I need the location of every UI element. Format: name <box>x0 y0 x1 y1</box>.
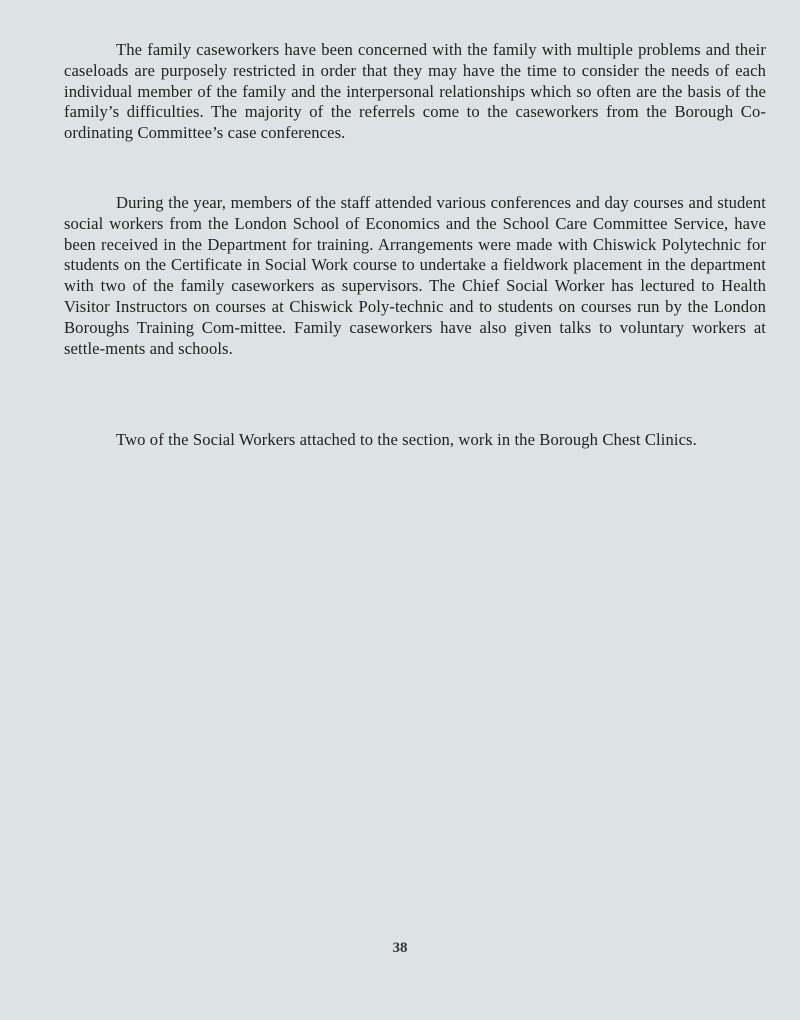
paragraph-staff-training: During the year, members of the staff attended various conferences and day courses and student social workers from the London School of Economics and the School Care Committee Service, have been received in the Department for training. Arrangements were made with Chiswick Polytechnic for students on the Certificate in Social Work course to undertake a fieldwork placement in the department with two of the family caseworkers as supervisors. The Chief Social Worker has lectured to Health Visitor Instructors on courses at Chiswick Poly-technic and to students on courses run by the London Boroughs Training Com-mittee. Family caseworkers have also given talks to voluntary workers at settle-ments and schools. <box>64 193 766 358</box>
paragraph-chest-clinics: Two of the Social Workers attached to the section, work in the Borough Chest Clinics. <box>116 430 697 449</box>
page-number: 38 <box>392 940 408 956</box>
paragraph-family-caseworkers: The family caseworkers have been concerned with the family with multiple problems and their caseloads are purposely restricted in order that they may have the time to consider the needs of each individual member of the family and the interpersonal relationships which so often are the basis of the family’s difficulties. The majority of the referrels come to the caseworkers from the Borough Co-ordinating Committee’s case conferences. <box>64 40 766 143</box>
